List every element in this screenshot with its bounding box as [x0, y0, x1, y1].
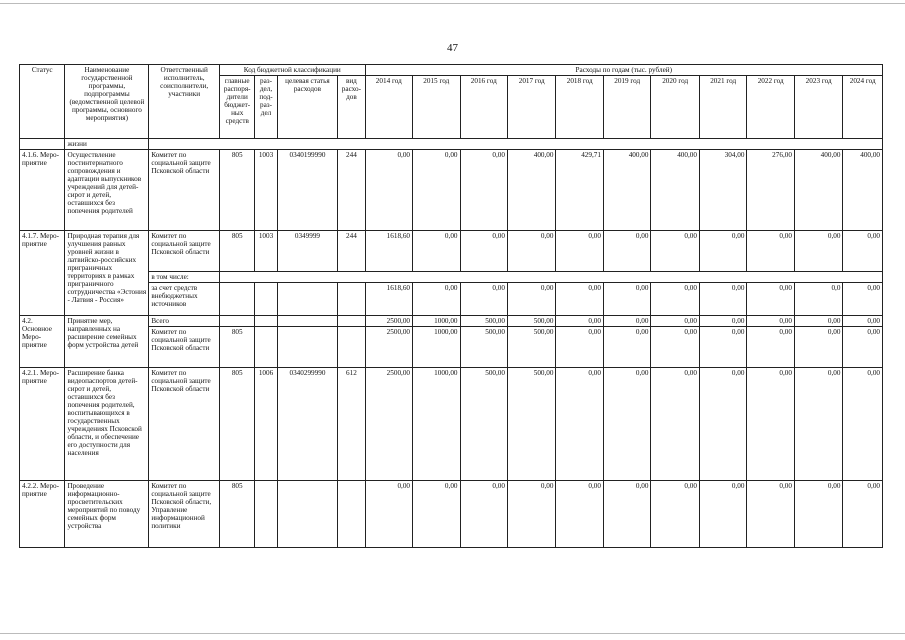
- row-rzpr: 1003: [255, 231, 277, 272]
- value-cell: 0,00: [507, 283, 556, 316]
- value-cell: 429,71: [556, 150, 603, 231]
- value-cell: 0,00: [843, 231, 883, 272]
- value-cell: 0,00: [747, 481, 794, 548]
- value-cell: 0,00: [747, 283, 794, 316]
- header-year: 2017 год: [507, 76, 556, 139]
- value-cell: 0,00: [794, 481, 843, 548]
- value-cell: 0,00: [794, 231, 843, 272]
- value-cell: 0,00: [651, 327, 700, 368]
- value-cell: 0,00: [365, 481, 412, 548]
- value-cell: 304,00: [699, 150, 746, 231]
- value-cell: 0,00: [651, 231, 700, 272]
- scan-edge-line: [0, 3, 905, 4]
- value-cell: 2500,00: [365, 368, 412, 481]
- header-row: [20, 65, 883, 76]
- value-cell: 1618,60: [365, 283, 412, 316]
- header-year: 2014 год: [365, 76, 412, 139]
- table-row: [20, 231, 883, 272]
- header-csr: целевая статья расходов: [277, 76, 338, 139]
- row-csr: 0340299990: [277, 368, 338, 481]
- value-cell: 400,00: [843, 150, 883, 231]
- row-executor: Комитет по социальной защите Псковской области, Управление информационной политики: [149, 481, 220, 548]
- row-rzpr: 1003: [255, 150, 277, 231]
- value-cell: 0,00: [651, 316, 700, 327]
- budget-table: [19, 64, 883, 548]
- carry-row: [20, 139, 883, 150]
- header-year: 2022 год: [747, 76, 794, 139]
- header-year: 2023 год: [794, 76, 843, 139]
- value-cell: 0,00: [413, 150, 460, 231]
- value-cell: 0,00: [699, 327, 746, 368]
- row-executor: Комитет по социальной защите Псковской области: [149, 327, 220, 368]
- value-cell: 0,00: [747, 327, 794, 368]
- value-cell: 0,00: [651, 368, 700, 481]
- row-grbs: 805: [220, 368, 255, 481]
- value-cell: 0,00: [699, 283, 746, 316]
- row-status: 4.1.7. Меро-приятие: [20, 231, 65, 316]
- value-cell: 0,00: [843, 283, 883, 316]
- value-cell: 0,00: [794, 327, 843, 368]
- row-name: Природная терапия для улучшения равных уровней жизни в латвийско-российских приграничных территориях в рамках приграничного сотрудничества «Эстония - Латвия - Россия»: [65, 231, 149, 316]
- header-year: 2015 год: [413, 76, 460, 139]
- value-cell: 500,00: [460, 327, 507, 368]
- value-cell: 500,00: [507, 368, 556, 481]
- scan-edge-line: [0, 633, 905, 634]
- row-vr: 612: [338, 368, 365, 481]
- row-csr: 0349999: [277, 231, 338, 272]
- header-budget-code: Код бюджетной классификации: [220, 65, 365, 76]
- value-cell: 0,00: [460, 481, 507, 548]
- value-cell: 1618,60: [365, 231, 412, 272]
- total-label: Всего: [149, 316, 220, 327]
- value-cell: 500,00: [460, 368, 507, 481]
- header-status: Статус: [20, 65, 65, 139]
- header-year: 2019 год: [603, 76, 650, 139]
- value-cell: 0,00: [413, 481, 460, 548]
- value-cell: 400,00: [651, 150, 700, 231]
- row-status: 4.1.6. Меро-приятие: [20, 150, 65, 231]
- value-cell: 400,00: [507, 150, 556, 231]
- value-cell: 0,00: [699, 481, 746, 548]
- header-vr: вид расхо-дов: [338, 76, 365, 139]
- table-row: [20, 327, 883, 368]
- value-cell: 0,00: [843, 316, 883, 327]
- value-cell: 0,00: [460, 283, 507, 316]
- value-cell: 0,00: [460, 231, 507, 272]
- value-cell: 0,00: [556, 283, 603, 316]
- header-year: 2024 год: [843, 76, 883, 139]
- header-executor: Ответственный исполнитель, соисполнители, участники: [149, 65, 220, 139]
- header-grbs: главные распоря-дители бюджет-ных средств: [220, 76, 255, 139]
- row-executor: Комитет по социальной защите Псковской области: [149, 150, 220, 231]
- value-cell: 0,00: [507, 231, 556, 272]
- value-cell: 1000,00: [413, 327, 460, 368]
- row-grbs: 805: [220, 150, 255, 231]
- value-cell: 0,00: [413, 283, 460, 316]
- value-cell: 0,00: [603, 481, 650, 548]
- table-row: [20, 150, 883, 231]
- value-cell: 0,00: [507, 481, 556, 548]
- header-rzpr: раз-дел, под-раз-дел: [255, 76, 277, 139]
- value-cell: 500,00: [507, 327, 556, 368]
- value-cell: 0,00: [794, 316, 843, 327]
- value-cell: 1000,00: [413, 316, 460, 327]
- row-grbs: 805: [220, 327, 255, 368]
- value-cell: 0,00: [699, 316, 746, 327]
- value-cell: 0,00: [365, 150, 412, 231]
- row-vr: 244: [338, 150, 365, 231]
- value-cell: 0,00: [603, 368, 650, 481]
- table-row: [20, 272, 883, 283]
- value-cell: 2500,00: [365, 327, 412, 368]
- carry-text: жизни: [65, 139, 149, 150]
- value-cell: 1000,00: [413, 368, 460, 481]
- header-expenses: Расходы по годам (тыс. рублей): [365, 65, 882, 76]
- row-csr: 0340199990: [277, 150, 338, 231]
- sub-label: за счет средств внебюджетных источников: [149, 283, 220, 316]
- row-executor: Комитет по социальной защите Псковской области: [149, 368, 220, 481]
- row-name: Принятие мер, направленных на расширение семейных форм устройства детей: [65, 316, 149, 368]
- value-cell: 0,00: [556, 231, 603, 272]
- row-vr: 244: [338, 231, 365, 272]
- incl-label: в том числе:: [149, 272, 220, 283]
- value-cell: 0,00: [556, 316, 603, 327]
- value-cell: 2500,00: [365, 316, 412, 327]
- value-cell: 0,00: [556, 327, 603, 368]
- table-row: [20, 283, 883, 316]
- row-name: Проведение информационно-просветительских мероприятий по поводу семейных форм устройства: [65, 481, 149, 548]
- value-cell: 500,00: [460, 316, 507, 327]
- row-status: 4.2.1. Меро-приятие: [20, 368, 65, 481]
- value-cell: 0,00: [747, 231, 794, 272]
- value-cell: 0,00: [794, 368, 843, 481]
- page-number: 47: [447, 42, 458, 54]
- value-cell: 0,0: [794, 283, 843, 316]
- table-row: [20, 481, 883, 548]
- row-executor: Комитет по социальной защите Псковской области: [149, 231, 220, 272]
- value-cell: 0,00: [843, 368, 883, 481]
- value-cell: 0,00: [603, 316, 650, 327]
- row-name: Расширение банка видеопаспортов детей-сирот и детей, оставшихся без попечения родителей, воспитывающихся в государственных учреждениях Псковской области, и обеспечение его доступности для населения: [65, 368, 149, 481]
- value-cell: 0,00: [603, 231, 650, 272]
- value-cell: 0,00: [747, 368, 794, 481]
- value-cell: 0,00: [651, 283, 700, 316]
- value-cell: 0,00: [556, 368, 603, 481]
- table-row: [20, 368, 883, 481]
- value-cell: 0,00: [603, 283, 650, 316]
- value-cell: 500,00: [507, 316, 556, 327]
- row-grbs: 805: [220, 231, 255, 272]
- value-cell: 0,00: [843, 327, 883, 368]
- table-row: [20, 316, 883, 327]
- row-status: 4.2. Основное Меро-приятие: [20, 316, 65, 368]
- value-cell: 276,00: [747, 150, 794, 231]
- header-year: 2016 год: [460, 76, 507, 139]
- header-year: 2020 год: [651, 76, 700, 139]
- header-name: Наименование государственной программы, подпрограммы (ведомственной целевой программы, основного мероприятия): [65, 65, 149, 139]
- value-cell: 400,00: [794, 150, 843, 231]
- row-rzpr: 1006: [255, 368, 277, 481]
- value-cell: 0,00: [699, 368, 746, 481]
- row-grbs: 805: [220, 481, 255, 548]
- value-cell: 0,00: [843, 481, 883, 548]
- value-cell: 0,00: [651, 481, 700, 548]
- value-cell: 0,00: [460, 150, 507, 231]
- value-cell: 400,00: [603, 150, 650, 231]
- value-cell: 0,00: [747, 316, 794, 327]
- header-year: 2018 год: [556, 76, 603, 139]
- value-cell: 0,00: [603, 327, 650, 368]
- value-cell: 0,00: [699, 231, 746, 272]
- row-name: Осуществление постинтернатного сопровождения и адаптации выпускников учреждений для детей-сирот и детей, оставшихся без попечения родителей: [65, 150, 149, 231]
- row-status: 4.2.2. Меро-приятие: [20, 481, 65, 548]
- header-year: 2021 год: [699, 76, 746, 139]
- value-cell: 0,00: [413, 231, 460, 272]
- value-cell: 0,00: [556, 481, 603, 548]
